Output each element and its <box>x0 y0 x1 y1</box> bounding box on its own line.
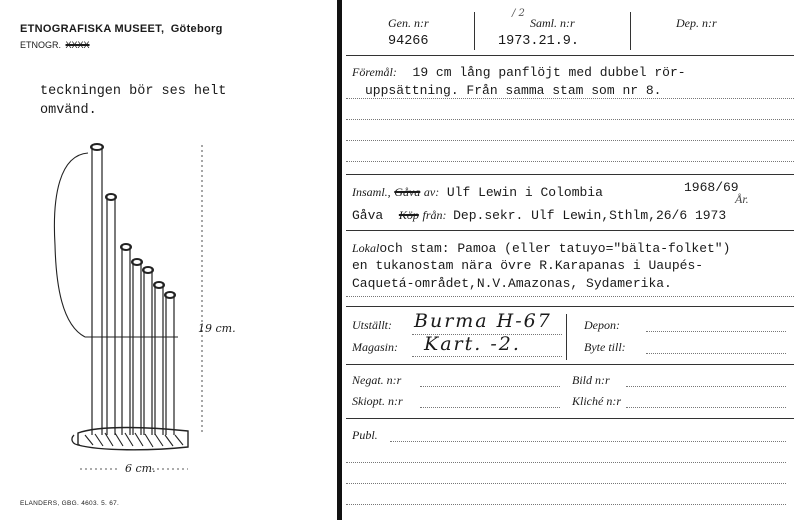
negat-rule <box>420 386 560 387</box>
depon-rule <box>646 331 786 332</box>
foremal-rule-3 <box>346 140 794 141</box>
lokal-label: Lokal <box>352 241 380 255</box>
utstallt-divider <box>566 314 567 360</box>
foremal-rule-4 <box>346 161 794 162</box>
publ-label: Publ. <box>352 428 378 442</box>
saml-value: 1973.21.9. <box>498 34 580 49</box>
byte-rule <box>646 353 786 354</box>
skiopt-rule <box>420 407 560 408</box>
utstallt-value: Burma H-67 <box>414 310 552 332</box>
fran-value: Dep.sekr. Ulf Lewin,Sthlm,26/6 1973 <box>453 208 727 223</box>
lokal-line3: Caquetá-området,N.V.Amazonas, Sydamerika. <box>352 276 672 291</box>
gen-value: 94266 <box>388 34 429 49</box>
bild-rule <box>626 386 786 387</box>
fran-label: från: <box>422 208 447 222</box>
foremal-line2: uppsättning. Från samma stam som nr 8. <box>365 83 662 98</box>
dep-label: Dep. n:r <box>676 16 717 30</box>
kliche-rule <box>626 407 786 408</box>
lokal-line1: och stam: Pamoa (eller tatuyo="bälta-folket") <box>379 241 731 256</box>
lokal-rule <box>346 296 794 297</box>
museum-name <box>20 23 223 35</box>
drawing-note <box>40 82 226 120</box>
section-rule-2 <box>346 230 794 231</box>
lokal-row <box>352 240 730 256</box>
gava-row <box>352 207 726 223</box>
printer-imprint: ELANDERS, GBG. 4603. 5. 67. <box>20 500 120 507</box>
insaml-ar: År. <box>735 192 749 206</box>
saml-annotation: / 2 <box>512 8 525 19</box>
insaml-year: 1968/69 <box>684 180 739 195</box>
section-rule-5 <box>346 418 794 419</box>
insaml-value: Ulf Lewin i Colombia <box>446 185 603 200</box>
insaml-av: av: <box>423 185 440 199</box>
panpipe-drawing <box>30 135 260 485</box>
insaml-label: Insaml., <box>352 185 391 199</box>
drawing-note-line2: omvänd. <box>40 103 97 118</box>
header-divider-2 <box>630 12 631 50</box>
section-rule-4 <box>346 364 794 365</box>
gen-label: Gen. n:r <box>388 16 429 30</box>
section-rule-1 <box>346 174 794 175</box>
foremal-label: Föremål: <box>352 65 397 79</box>
negat-label: Negat. n:r <box>352 373 402 387</box>
header-rule <box>346 55 794 56</box>
department-prefix: ETNOGR. <box>20 40 62 50</box>
utstallt-label: Utställt: <box>352 318 393 332</box>
kliche-label: Kliché n:r <box>572 394 621 408</box>
magasin-label: Magasin: <box>352 340 398 354</box>
magasin-value: Kart. -2. <box>424 333 521 355</box>
dimension-width: 6 cm. <box>125 462 156 475</box>
department-line <box>20 40 90 50</box>
publ-rule-3 <box>346 483 786 484</box>
bild-label: Bild n:r <box>572 373 610 387</box>
dimension-height: 19 cm. <box>198 322 236 335</box>
foremal-block <box>352 64 686 80</box>
lokal-line2: en tukanostam nära övre R.Karapanas i Uaupés- <box>352 258 704 273</box>
foremal-rule-1 <box>346 98 794 99</box>
publ-rule-4 <box>346 504 786 505</box>
magasin-rule <box>412 356 562 357</box>
byte-label: Byte till: <box>584 340 626 354</box>
header-divider-1 <box>474 12 475 50</box>
drawing-note-line1: teckningen bör ses helt <box>40 84 227 99</box>
publ-rule-1 <box>390 441 786 442</box>
saml-label: Saml. n:r <box>530 16 575 30</box>
department-struck: XXXX <box>65 40 90 50</box>
foremal-rule-2 <box>346 119 794 120</box>
museum-city: Göteborg <box>170 23 223 35</box>
insaml-row <box>352 184 603 200</box>
card-divider <box>337 0 342 520</box>
gava-typed: Gåva <box>352 208 384 223</box>
section-rule-3 <box>346 306 794 307</box>
publ-rule-2 <box>346 462 786 463</box>
museum-name-text: ETNOGRAFISKA MUSEET, <box>20 23 165 35</box>
kop-struck: Köp <box>398 208 419 222</box>
depon-label: Depon: <box>584 318 620 332</box>
insaml-struck: Gåva <box>394 185 421 199</box>
skiopt-label: Skiopt. n:r <box>352 394 403 408</box>
foremal-line1: 19 cm lång panflöjt med dubbel rör- <box>412 65 686 80</box>
